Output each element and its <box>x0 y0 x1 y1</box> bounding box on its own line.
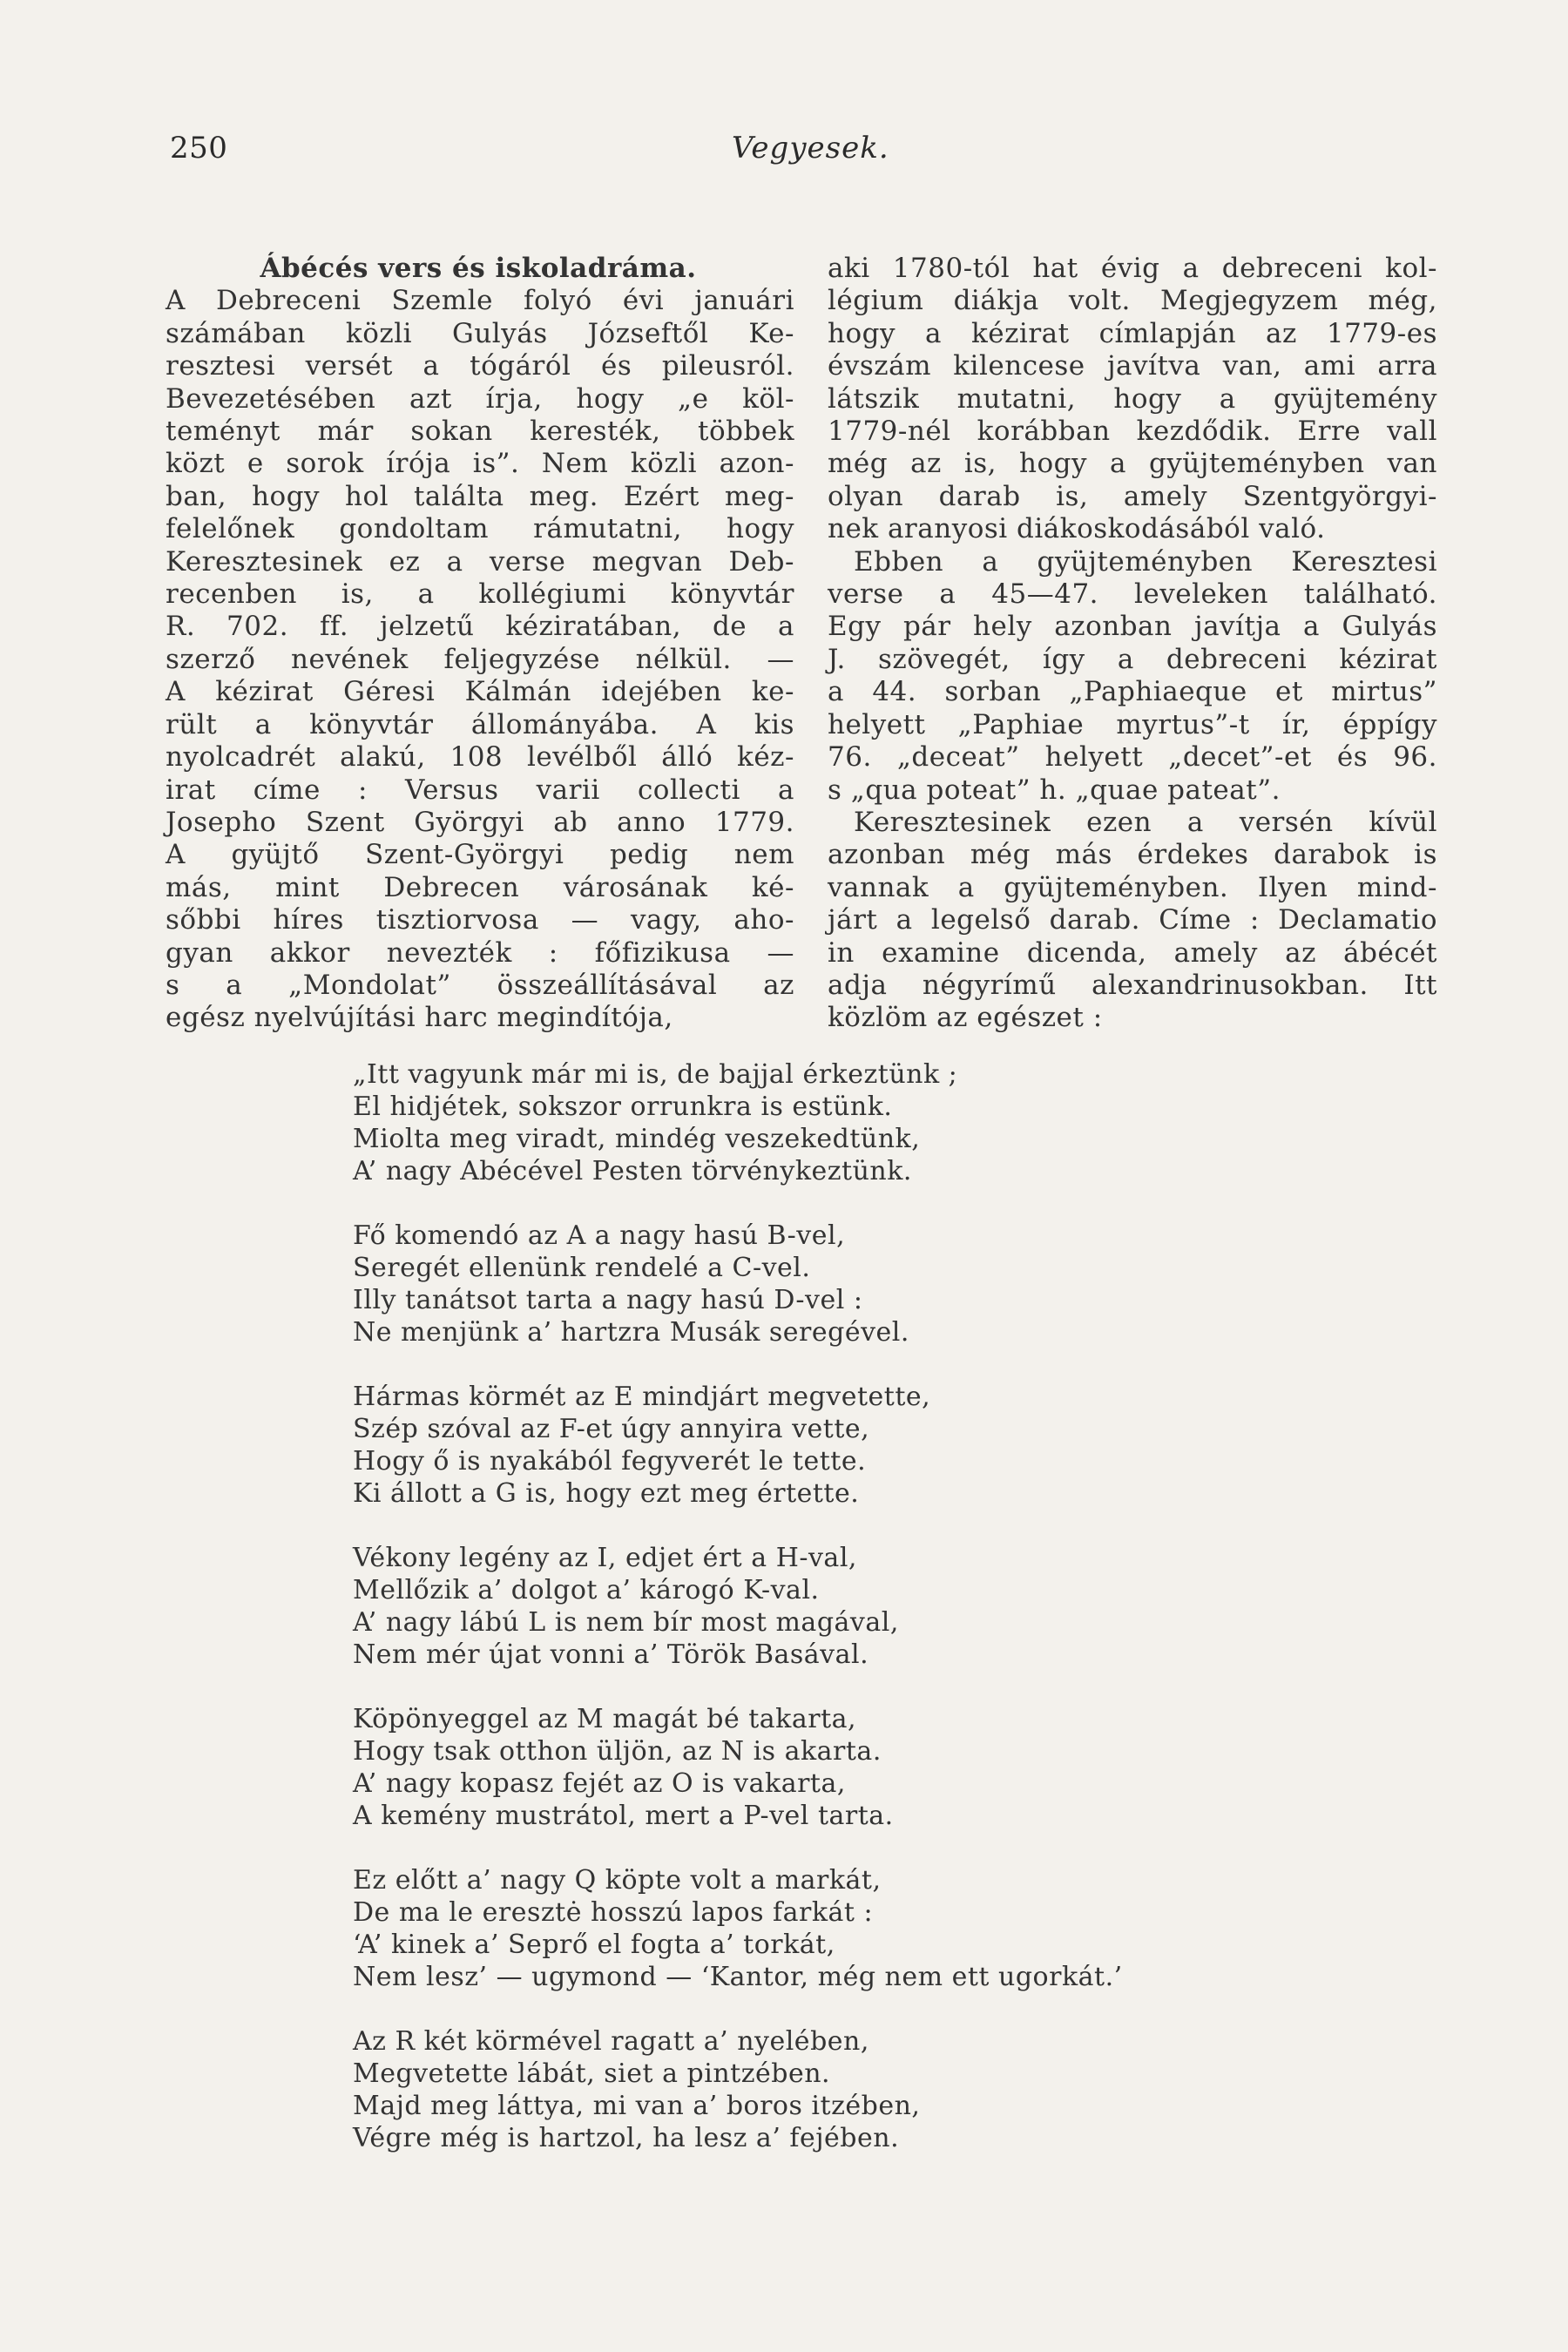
poem-line: Nem lesz’ — ugymond — ‘Kantor, még nem ett ugorkát.’ <box>353 1962 1123 1992</box>
poem-line: Végre még is hartzol, ha lesz a’ fejében. <box>353 2123 900 2153</box>
poem-stanza <box>353 1381 1123 1510</box>
poem-line: Majd meg láttya, mi van a’ boros itzében, <box>353 2091 921 2121</box>
left-line: más, mint Debrecen városának ké- <box>166 871 794 903</box>
poem-line: Az R két körmével ragatt a’ nyelében, <box>353 2026 869 2057</box>
poem-line: Hármas körmét az E mindjárt megvetette, <box>353 1382 931 1412</box>
left-line: gyan akkor nevezték : főfizikusa — <box>166 936 794 969</box>
poem-line: Ki állott a G is, hogy ezt meg értette. <box>353 1478 860 1509</box>
right-line: Ebben a gyüjteményben Keresztesi <box>854 545 1437 578</box>
poem-line: Mellőzik a’ dolgot a’ károgó K-val. <box>353 1575 820 1605</box>
left-line: R. 702. ff. jelzetű kéziratában, de a <box>166 611 794 643</box>
left-line: sőbbi híres tisztiorvosa — vagy, aho- <box>166 904 794 936</box>
poem-line: ‘A’ kinek a’ Seprő el fogta a’ torkát, <box>353 1930 835 1960</box>
right-line: még az is, hogy a gyüjteményben van <box>828 448 1437 480</box>
left-line: számában közli Gulyás Józseftől Ke- <box>166 317 794 349</box>
right-line: hogy a kézirat címlapján az 1779-es <box>828 317 1437 349</box>
right-line: nek aranyosi diákoskodásából való. <box>828 513 1326 545</box>
left-line: nyolcadrét alakú, 108 levélből álló kéz- <box>166 741 794 774</box>
poem-line: Hogy ő is nyakából fegyverét le tette. <box>353 1446 867 1477</box>
poem-line: A’ nagy Abécével Pesten törvénykeztünk. <box>353 1156 912 1186</box>
poem-stanza <box>353 1058 1123 1187</box>
left-line: Josepho Szent Györgyi ab anno 1779. <box>166 806 794 838</box>
left-line: Bevezetésében azt írja, hogy „e köl- <box>166 382 794 415</box>
left-line: rült a könyvtár állományába. A kis <box>166 708 794 740</box>
poem-line: Ez előtt a’ nagy Q köpte volt a markát, <box>353 1865 882 1896</box>
poem-line: A kemény mustrátol, mert a P-vel tarta. <box>353 1801 894 1831</box>
left-column <box>166 253 794 1035</box>
poem-line: Seregét ellenünk rendelé a C-vel. <box>353 1253 811 1283</box>
left-line: egész nyelvújítási harc megindítója, <box>166 1002 673 1034</box>
right-line: J. szövegét, így a debreceni kézirat <box>828 643 1437 675</box>
right-line: 76. „deceat” helyett „decet”-et és 96. <box>828 741 1437 774</box>
poem-line: Fő komendó az A a nagy hasú B-vel, <box>353 1220 846 1251</box>
left-line: felelőnek gondoltam rámutatni, hogy <box>166 513 794 545</box>
right-line: aki 1780-tól hat évig a debreceni kol- <box>828 253 1437 284</box>
left-line: közt e sorok írója is”. Nem közli azon- <box>166 448 794 480</box>
left-column-text <box>166 285 794 1034</box>
left-line: recenben is, a kollégiumi könyvtár <box>166 578 794 611</box>
right-line: verse a 45—47. leveleken található. <box>828 578 1437 611</box>
left-line: A gyüjtő Szent-Györgyi pedig nem <box>166 839 794 871</box>
poem <box>353 1058 1123 2186</box>
right-line: közlöm az egészet : <box>828 1002 1103 1034</box>
right-line: azonban még más érdekes darabok is <box>828 839 1437 871</box>
left-line: A kézirat Géresi Kálmán idejében ke- <box>166 676 794 708</box>
right-line: 1779-nél korábban kezdődik. Erre vall <box>828 416 1437 448</box>
poem-line: El hidjétek, sokszor orrunkra is estünk. <box>353 1092 893 1122</box>
page-number: 250 <box>170 131 228 166</box>
left-line: resztesi versét a tógáról és pileusról. <box>166 350 794 382</box>
poem-line: „Itt vagyunk már mi is, de bajjal érkeztünk ; <box>353 1059 958 1090</box>
poem-line: Illy tanátsot tarta a nagy hasú D-vel : <box>353 1285 863 1315</box>
left-line: irat címe : Versus varii collecti a <box>166 774 794 806</box>
poem-stanza <box>353 1703 1123 1832</box>
right-column-text <box>828 253 1437 1035</box>
right-line: évszám kilencese javítva van, ami arra <box>828 350 1437 382</box>
poem-line: Ne menjünk a’ hartzra Musák seregével. <box>353 1317 909 1348</box>
right-line: Keresztesinek ezen a versén kívül <box>854 806 1437 838</box>
running-head: Vegyesek. <box>732 131 889 166</box>
right-line: látszik mutatni, hogy a gyüjtemény <box>828 382 1437 415</box>
right-line: Egy pár hely azonban javítja a Gulyás <box>828 611 1437 643</box>
article-title: Ábécés vers és iskoladráma. <box>260 253 697 284</box>
right-line: a 44. sorban „Paphiaeque et mirtus” <box>828 676 1437 708</box>
poem-stanza <box>353 1542 1123 1671</box>
right-line: járt a legelső darab. Címe : Declamatio <box>828 904 1437 936</box>
left-line: ban, hogy hol találta meg. Ezért meg- <box>166 480 794 512</box>
poem-line: Hogy tsak otthon üljön, az N is akarta. <box>353 1736 882 1767</box>
left-line: s a „Mondolat” összeállításával az <box>166 969 794 1001</box>
right-line: s „qua poteat” h. „quae pateat”. <box>828 774 1281 806</box>
poem-line: A’ nagy kopasz fejét az O is vakarta, <box>353 1768 846 1799</box>
poem-line: Megvetette lábát, siet a pintzében. <box>353 2058 831 2089</box>
poem-line: Miolta meg viradt, mindég veszekedtünk, <box>353 1124 921 1154</box>
poem-stanza <box>353 1864 1123 1993</box>
right-line: vannak a gyüjteményben. Ilyen mind- <box>828 871 1437 903</box>
left-line: szerző nevének feljegyzése nélkül. — <box>166 643 794 675</box>
right-line: légium diákja volt. Megjegyzem még, <box>828 285 1437 317</box>
left-line: A Debreceni Szemle folyó évi januári <box>166 285 794 317</box>
left-line: Keresztesinek ez a verse megvan Deb- <box>166 545 794 578</box>
poem-stanza <box>353 2025 1123 2154</box>
left-line: teményt már sokan keresték, többek <box>166 416 794 448</box>
poem-line: Szép szóval az F-et úgy annyira vette, <box>353 1414 870 1444</box>
poem-line: De ma le eresztė hosszú lapos farkát : <box>353 1897 874 1928</box>
poem-line: Vékony legény az I, edjet ért a H-val, <box>353 1543 857 1573</box>
right-line: helyett „Paphiae myrtus”-t ír, éppígy <box>828 708 1437 740</box>
poem-line: Köpönyeggel az M magát bé takarta, <box>353 1704 857 1734</box>
poem-line: Nem mér újat vonni a’ Török Basával. <box>353 1639 869 1670</box>
right-line: adja négyrímű alexandrinusokban. Itt <box>828 969 1437 1001</box>
poem-stanza <box>353 1220 1123 1348</box>
poem-line: A’ nagy lábú L is nem bír most magával, <box>353 1607 899 1638</box>
right-column <box>828 253 1437 1035</box>
right-line: olyan darab is, amely Szentgyörgyi- <box>828 480 1437 512</box>
right-line: in examine dicenda, amely az ábécét <box>828 936 1437 969</box>
